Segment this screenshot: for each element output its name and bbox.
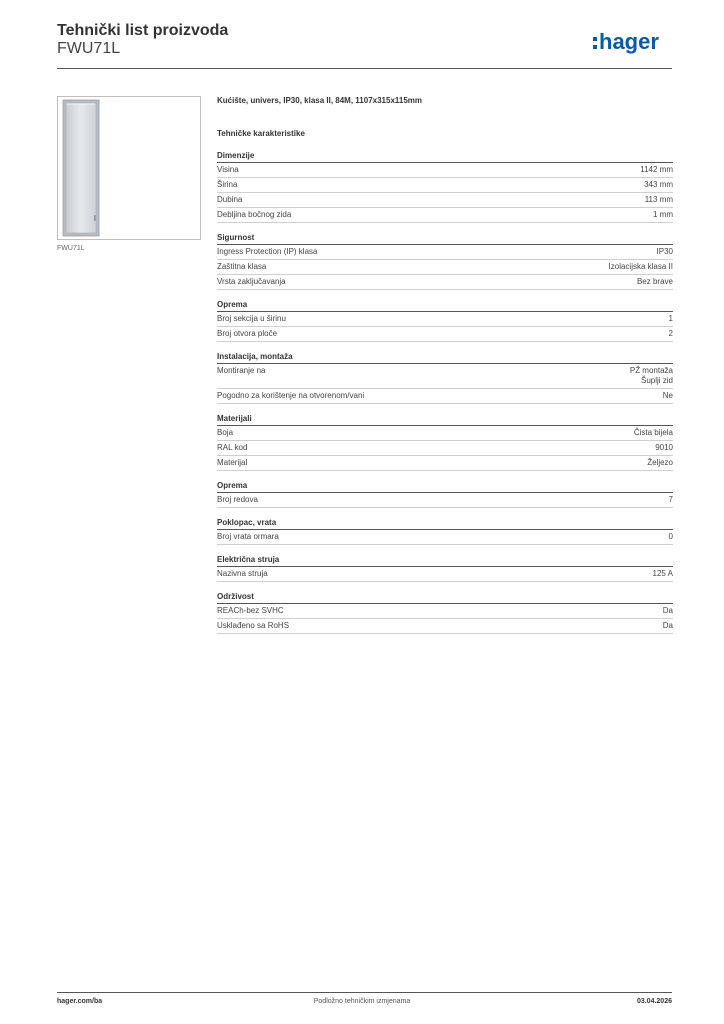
- row-label: Nazivna struja: [217, 569, 268, 578]
- spec-row: [217, 163, 673, 178]
- row-value: 1142 mm: [640, 165, 673, 174]
- row-value: Željezo: [647, 458, 673, 467]
- spec-row: [217, 426, 673, 441]
- footer-divider: [57, 992, 672, 993]
- logo-text: hager: [599, 29, 659, 54]
- section-title: Dimenzije: [217, 150, 673, 163]
- product-description: Kućište, univers, IP30, klasa II, 84M, 1107x315x115mm: [217, 96, 423, 105]
- row-label: Debljina bočnog zida: [217, 210, 292, 219]
- row-value: 1: [668, 314, 673, 323]
- section-title: Materijali: [217, 413, 673, 426]
- section-instalacija: [217, 351, 673, 404]
- section-title: Sigurnost: [217, 232, 673, 245]
- spec-row: [217, 364, 673, 389]
- logo-dot-top: [593, 37, 597, 41]
- row-label: RAL kod: [217, 443, 248, 452]
- row-value: Da: [662, 621, 673, 630]
- section-materijali: [217, 413, 673, 471]
- row-value: Bez brave: [636, 277, 673, 286]
- section-sigurnost: [217, 232, 673, 290]
- section-title: Oprema: [217, 299, 673, 312]
- enclosure-illustration: [58, 97, 202, 241]
- row-label: Širina: [217, 180, 238, 189]
- row-value: Ne: [662, 391, 673, 400]
- header-divider: [57, 68, 672, 69]
- product-image: [57, 96, 201, 240]
- row-label: Boja: [217, 428, 234, 437]
- document-title: Tehnički list proizvoda: [57, 22, 229, 39]
- spec-panel: [217, 96, 673, 634]
- row-label: Usklađeno sa RoHS: [217, 621, 290, 630]
- row-value: 2: [668, 329, 673, 338]
- spec-row: [217, 567, 673, 582]
- spec-row: [217, 530, 673, 545]
- row-value: PŽ montaža Šuplji zid: [629, 366, 673, 385]
- row-label: Ingress Protection (IP) klasa: [217, 247, 318, 256]
- row-label: Broj otvora ploče: [217, 329, 278, 338]
- row-label: Dubina: [217, 195, 243, 204]
- logo-dot-bottom: [593, 45, 597, 49]
- spec-row: [217, 312, 673, 327]
- hager-logo: [592, 28, 676, 56]
- spec-row: [217, 178, 673, 193]
- spec-row: [217, 604, 673, 619]
- row-label: Pogodno za korištenje na otvorenom/vani: [217, 391, 365, 400]
- section-odrzivost: [217, 591, 673, 634]
- footer-note: Podložno tehničkim izmjenama: [313, 998, 411, 1005]
- row-value: 113 mm: [644, 195, 673, 204]
- row-value: 7: [668, 495, 673, 504]
- row-label: Broj vrata ormara: [217, 532, 279, 541]
- row-label: Broj redova: [217, 495, 258, 504]
- row-label: Materijal: [217, 458, 248, 467]
- section-title: Oprema: [217, 480, 673, 493]
- spec-row: [217, 275, 673, 290]
- row-value: Čista bijela: [633, 428, 673, 437]
- row-value: 1 mm: [653, 210, 673, 219]
- section-elektricna-struja: [217, 554, 673, 582]
- spec-subtitle: Tehničke karakteristike: [217, 129, 305, 138]
- row-label: REACh-bez SVHC: [217, 606, 284, 615]
- section-poklopac: [217, 517, 673, 545]
- section-title: Instalacija, montaža: [217, 351, 673, 364]
- spec-row: [217, 245, 673, 260]
- spec-row: [217, 619, 673, 634]
- row-value: IP30: [656, 247, 673, 256]
- row-value: 125 A: [652, 569, 673, 578]
- spec-row: [217, 456, 673, 471]
- row-label: Vrsta zaključavanja: [217, 277, 286, 286]
- spec-row: [217, 441, 673, 456]
- section-oprema-2: [217, 480, 673, 508]
- row-value: 9010: [655, 443, 673, 452]
- row-value: Izolacijska klasa II: [608, 262, 673, 271]
- spec-row: [217, 389, 673, 404]
- spec-row: [217, 327, 673, 342]
- spec-row: [217, 208, 673, 223]
- row-value: 0: [668, 532, 673, 541]
- image-caption: FWU71L: [57, 245, 85, 252]
- spec-row: [217, 193, 673, 208]
- section-title: Električna struja: [217, 554, 673, 567]
- row-label: Broj sekcija u širinu: [217, 314, 286, 323]
- row-label: Zaštitna klasa: [217, 262, 267, 271]
- row-label: Visina: [217, 165, 239, 174]
- row-value: 343 mm: [644, 180, 673, 189]
- product-code: FWU71L: [57, 40, 121, 57]
- footer-date: 03.04.2026: [636, 998, 672, 1005]
- row-value: Da: [662, 606, 673, 615]
- row-label: Montiranje na: [217, 366, 266, 375]
- section-title: Poklopac, vrata: [217, 517, 673, 530]
- section-title: Održivost: [217, 591, 673, 604]
- section-dimenzije: [217, 150, 673, 223]
- spec-row: [217, 260, 673, 275]
- footer-website: hager.com/ba: [57, 998, 103, 1005]
- section-oprema: [217, 299, 673, 342]
- spec-row: [217, 493, 673, 508]
